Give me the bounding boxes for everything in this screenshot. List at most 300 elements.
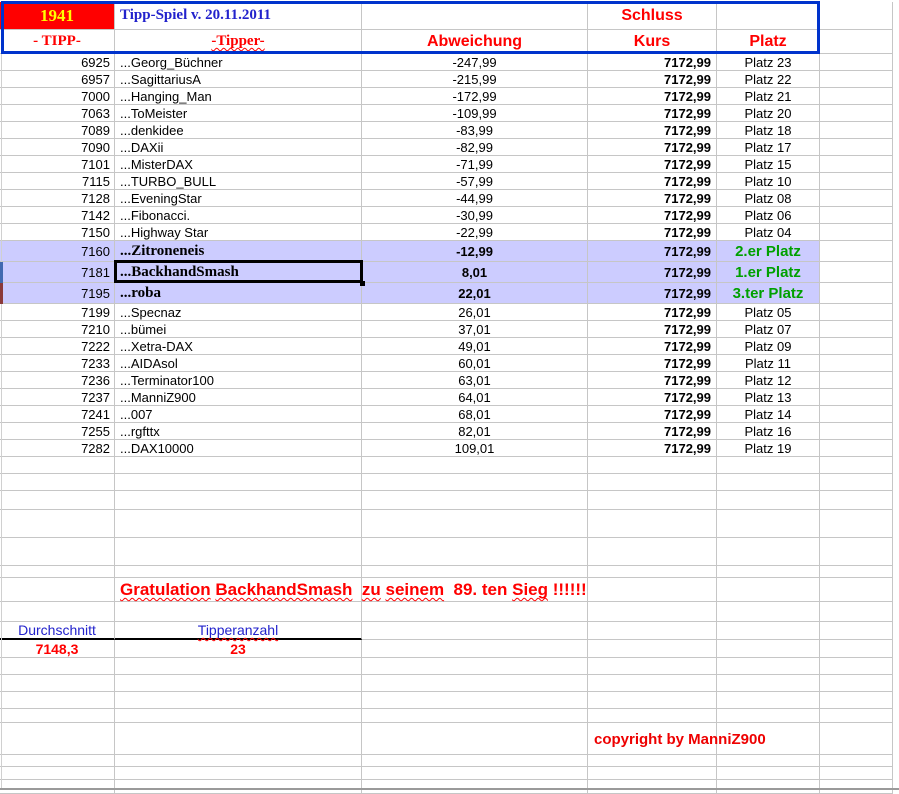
empty-cell[interactable] [820,156,893,173]
tipp-cell[interactable]: 7063 [0,105,115,122]
cell-selection-border [114,260,363,283]
empty-cell[interactable] [717,675,820,692]
empty-cell[interactable] [115,474,362,491]
platz-cell[interactable]: Platz 21 [717,88,820,105]
congrats-word [352,580,361,600]
kurs-cell[interactable]: 7172,99 [588,173,717,190]
empty-cell[interactable] [362,602,588,622]
empty-cell[interactable] [820,54,893,71]
abweichung-cell[interactable]: -22,99 [362,224,588,241]
platz-cell[interactable]: Platz 19 [717,440,820,457]
empty-cell[interactable] [115,723,362,755]
empty-cell[interactable] [0,709,115,723]
congrats-message[interactable] [120,578,587,602]
empty-cell[interactable] [820,578,893,602]
empty-cell[interactable] [820,321,893,338]
tipperanzahl-value-cell[interactable]: 23 [115,640,362,658]
tipp-cell[interactable]: 7142 [0,207,115,224]
empty-cell[interactable] [0,658,115,675]
empty-cell[interactable] [115,675,362,692]
platz-cell[interactable]: Platz 18 [717,122,820,139]
empty-cell[interactable] [820,723,893,755]
tipper-cell[interactable]: ...Specnaz [115,304,362,321]
tipp-cell[interactable]: 7089 [0,122,115,139]
table-row [0,122,893,139]
platz-cell[interactable]: Platz 20 [717,105,820,122]
empty-cell[interactable] [0,578,115,602]
empty-cell[interactable] [588,658,717,675]
abweichung-cell[interactable]: 60,01 [362,355,588,372]
column-header-abweichung[interactable]: Abweichung [362,30,588,54]
tipp-cell[interactable]: 7150 [0,224,115,241]
tipp-cell[interactable]: 7236 [0,372,115,389]
empty-cell[interactable] [588,578,717,602]
empty-cell[interactable] [0,474,115,491]
game-number: 1941 [40,5,74,25]
abweichung-cell[interactable]: 22,01 [362,283,588,304]
empty-cell[interactable] [115,780,362,794]
empty-cell[interactable] [820,71,893,88]
empty-cell[interactable] [362,491,588,510]
empty-cell[interactable] [588,780,717,794]
empty-cell[interactable] [0,510,115,538]
empty-cell[interactable] [717,692,820,709]
kurs-cell[interactable]: 7172,99 [588,321,717,338]
platz-cell[interactable]: Platz 04 [717,224,820,241]
tipp-cell[interactable]: 7210 [0,321,115,338]
empty-cell[interactable] [0,538,115,566]
empty-cell[interactable] [588,457,717,474]
empty-cell[interactable] [820,474,893,491]
empty-cell[interactable] [115,457,362,474]
empty-cell[interactable] [820,692,893,709]
empty-cell[interactable] [717,709,820,723]
abweichung-cell[interactable]: -109,99 [362,105,588,122]
empty-row [0,692,893,709]
kurs-cell[interactable]: 7172,99 [588,224,717,241]
empty-cell[interactable] [588,510,717,538]
empty-cell[interactable] [588,709,717,723]
empty-cell[interactable] [0,692,115,709]
table-row [0,423,893,440]
empty-cell[interactable] [717,767,820,780]
empty-cell[interactable] [0,491,115,510]
table-row [0,262,893,283]
empty-cell[interactable] [362,675,588,692]
abweichung-cell[interactable]: -215,99 [362,71,588,88]
empty-cell[interactable] [362,692,588,709]
tipp-cell[interactable]: 7222 [0,338,115,355]
header-row-2 [0,30,893,54]
empty-cell[interactable] [820,207,893,224]
empty-cell[interactable] [115,767,362,780]
abweichung-cell[interactable]: -82,99 [362,139,588,156]
empty-row [0,675,893,692]
empty-cell[interactable] [362,755,588,767]
kurs-cell[interactable]: 7172,99 [588,338,717,355]
kurs-cell[interactable]: 7172,99 [588,423,717,440]
kurs-cell[interactable]: 7172,99 [588,122,717,139]
congrats-word: Gratulation [120,580,211,599]
platz-cell[interactable]: Platz 22 [717,71,820,88]
game-number-cell[interactable] [0,2,115,30]
sheet-title-cell[interactable]: Tipp-Spiel v. 20.11.2011 [115,2,362,30]
tipp-cell[interactable]: 6925 [0,54,115,71]
empty-cell[interactable] [717,474,820,491]
empty-cell[interactable] [0,602,115,622]
tipper-cell[interactable]: ...Terminator100 [115,372,362,389]
tipp-cell[interactable]: 7160 [0,241,115,262]
abweichung-cell[interactable]: -12,99 [362,241,588,262]
empty-cell[interactable] [820,640,893,658]
abweichung-cell[interactable]: -71,99 [362,156,588,173]
tipper-cell[interactable]: ...DAXii [115,139,362,156]
empty-row [0,457,893,474]
empty-cell[interactable] [115,692,362,709]
empty-cell[interactable] [717,755,820,767]
abweichung-cell[interactable]: 26,01 [362,304,588,321]
empty-row [0,767,893,780]
table-row [0,71,893,88]
empty-cell[interactable] [0,755,115,767]
table-row [0,355,893,372]
table-row [0,440,893,457]
empty-cell[interactable] [820,510,893,538]
platz-cell[interactable]: Platz 10 [717,173,820,190]
tipperanzahl-label-cell[interactable] [115,622,362,640]
summary-labels-row [0,622,893,640]
tipper-cell[interactable]: ...Fibonacci. [115,207,362,224]
tipper-cell[interactable]: ...roba [115,283,362,304]
column-header-tipp[interactable]: - TIPP- [0,30,115,54]
tipper-cell[interactable]: ...Hanging_Man [115,88,362,105]
tipper-cell[interactable]: ...Highway Star [115,224,362,241]
tipp-cell[interactable]: 6957 [0,71,115,88]
empty-cell[interactable] [0,780,115,794]
empty-cell[interactable] [588,538,717,566]
header-row-1 [0,2,893,30]
empty-cell[interactable] [820,566,893,578]
congrats-word: Sieg [512,580,549,599]
results-table [0,54,899,457]
kurs-cell[interactable]: 7172,99 [588,156,717,173]
empty-cell[interactable] [0,566,115,578]
empty-cell[interactable] [820,30,893,54]
tipp-cell[interactable]: 7255 [0,423,115,440]
empty-cell[interactable] [717,622,820,640]
tipp-cell[interactable]: 7233 [0,355,115,372]
empty-cell[interactable] [820,88,893,105]
platz-cell[interactable]: Platz 07 [717,321,820,338]
tipp-cell[interactable]: 7241 [0,406,115,423]
congrats-word: 89. ten [444,580,513,599]
abweichung-cell[interactable]: -44,99 [362,190,588,207]
schluss-label-cell[interactable]: Schluss [588,2,717,30]
empty-cell[interactable] [362,538,588,566]
copyright-text: copyright by ManniZ900 [594,730,766,748]
table-row [0,88,893,105]
abweichung-cell[interactable]: 109,01 [362,440,588,457]
tipper-cell[interactable]: ...BackhandSmash [115,262,362,283]
empty-rows [0,457,899,578]
platz-cell[interactable]: Platz 09 [717,338,820,355]
empty-cell[interactable] [0,723,115,755]
empty-row [0,538,893,566]
abweichung-cell[interactable]: 8,01 [362,262,588,283]
platz-cell[interactable]: Platz 14 [717,406,820,423]
abweichung-cell[interactable]: 49,01 [362,338,588,355]
empty-cell[interactable] [820,190,893,207]
kurs-cell[interactable]: 7172,99 [588,304,717,321]
tipp-cell[interactable]: 7000 [0,88,115,105]
table-row [0,406,893,423]
empty-cell[interactable] [362,709,588,723]
congrats-word: seinem [385,580,445,599]
empty-cell[interactable] [820,139,893,156]
tipp-cell[interactable]: 7181 [0,262,115,283]
empty-cell[interactable] [588,767,717,780]
empty-cell[interactable] [588,474,717,491]
summary-values-row [0,640,893,658]
tipper-cell[interactable]: ...rgfttx [115,423,362,440]
kurs-cell[interactable]: 7172,99 [588,190,717,207]
empty-cell[interactable] [717,510,820,538]
empty-cell[interactable] [362,2,588,30]
row-edge-stripe [0,283,3,304]
empty-cell[interactable] [0,457,115,474]
empty-cell[interactable] [362,780,588,794]
table-row [0,283,893,304]
table-row [0,139,893,156]
abweichung-cell[interactable]: -30,99 [362,207,588,224]
platz-cell[interactable]: Platz 05 [717,304,820,321]
abweichung-cell[interactable]: 64,01 [362,389,588,406]
empty-cell[interactable] [820,372,893,389]
table-row [0,190,893,207]
empty-row [0,474,893,491]
empty-cell[interactable] [717,640,820,658]
empty-cell[interactable] [588,692,717,709]
empty-cell[interactable] [820,304,893,321]
tipper-cell[interactable]: ...EveningStar [115,190,362,207]
platz-cell[interactable]: 2.er Platz [717,241,820,262]
congrats-row [0,578,893,602]
empty-cell[interactable] [115,510,362,538]
platz-cell[interactable]: Platz 08 [717,190,820,207]
empty-cell[interactable] [820,755,893,767]
tipp-cell[interactable]: 7115 [0,173,115,190]
empty-cell[interactable] [820,709,893,723]
empty-cell[interactable] [820,241,893,262]
abweichung-cell[interactable]: 37,01 [362,321,588,338]
empty-cell[interactable] [717,578,820,602]
empty-cell[interactable] [820,423,893,440]
column-header-kurs[interactable]: Kurs [588,30,717,54]
empty-rows [0,658,899,723]
abweichung-cell[interactable]: 63,01 [362,372,588,389]
kurs-cell[interactable]: 7172,99 [588,241,717,262]
empty-cell[interactable] [820,105,893,122]
kurs-cell[interactable]: 7172,99 [588,207,717,224]
empty-cell[interactable] [115,538,362,566]
durchschnitt-label-cell[interactable]: Durchschnitt [0,622,115,640]
empty-cell[interactable] [717,457,820,474]
tipper-cell[interactable]: ...ToMeister [115,105,362,122]
empty-cell[interactable] [362,474,588,491]
tipper-cell[interactable]: ...MisterDAX [115,156,362,173]
platz-cell[interactable]: Platz 23 [717,54,820,71]
empty-cell[interactable] [820,491,893,510]
empty-cell[interactable] [588,755,717,767]
empty-cell[interactable] [362,640,588,658]
platz-cell[interactable]: Platz 12 [717,372,820,389]
empty-cell[interactable] [820,602,893,622]
platz-cell[interactable]: Platz 15 [717,156,820,173]
column-header-platz[interactable]: Platz [717,30,820,54]
empty-cell[interactable] [588,640,717,658]
empty-cell[interactable] [820,675,893,692]
table-row [0,54,893,71]
tipper-cell[interactable]: ...Zitroneneis [115,241,362,262]
abweichung-cell[interactable]: -172,99 [362,88,588,105]
tipp-cell[interactable]: 7199 [0,304,115,321]
tipper-cell[interactable]: ...007 [115,406,362,423]
empty-cell[interactable] [588,491,717,510]
platz-cell[interactable]: 3.ter Platz [717,283,820,304]
empty-cell[interactable] [717,491,820,510]
platz-cell[interactable]: Platz 11 [717,355,820,372]
empty-row [0,658,893,675]
table-row [0,389,893,406]
empty-cell[interactable] [362,723,588,755]
tipper-cell[interactable]: ...denkidee [115,122,362,139]
empty-cell[interactable] [362,566,588,578]
empty-cell[interactable] [717,780,820,794]
abweichung-cell[interactable]: 82,01 [362,423,588,440]
empty-cell[interactable] [820,406,893,423]
empty-cell[interactable] [115,755,362,767]
tipp-cell[interactable]: 7128 [0,190,115,207]
tipper-cell[interactable]: ...bümei [115,321,362,338]
kurs-cell[interactable]: 7172,99 [588,406,717,423]
kurs-cell[interactable]: 7172,99 [588,372,717,389]
table-row [0,156,893,173]
congrats-word: zu [361,580,381,599]
empty-cell[interactable] [588,622,717,640]
kurs-cell[interactable]: 7172,99 [588,283,717,304]
empty-cell[interactable] [362,658,588,675]
empty-cell[interactable] [362,622,588,640]
kurs-cell[interactable]: 7172,99 [588,88,717,105]
empty-cell[interactable] [717,658,820,675]
table-row [0,241,893,262]
kurs-cell[interactable]: 7172,99 [588,355,717,372]
empty-cell[interactable] [115,566,362,578]
empty-cell[interactable] [820,440,893,457]
empty-cell[interactable] [820,457,893,474]
empty-cell[interactable] [717,566,820,578]
tipper-cell[interactable]: ...ManniZ900 [115,389,362,406]
empty-row [0,755,893,767]
empty-cell[interactable] [820,389,893,406]
empty-cell[interactable] [820,173,893,190]
empty-cell[interactable] [820,355,893,372]
abweichung-cell[interactable]: -247,99 [362,54,588,71]
tipper-cell[interactable]: ...Xetra-DAX [115,338,362,355]
tipp-cell[interactable]: 7101 [0,156,115,173]
empty-cell[interactable] [0,767,115,780]
empty-cell[interactable] [588,566,717,578]
empty-cell[interactable] [588,675,717,692]
tipper-cell[interactable]: ...Georg_Büchner [115,54,362,71]
kurs-cell[interactable]: 7172,99 [588,139,717,156]
platz-cell[interactable]: Platz 17 [717,139,820,156]
empty-cell[interactable] [820,224,893,241]
empty-cell[interactable] [588,602,717,622]
kurs-cell[interactable]: 7172,99 [588,440,717,457]
abweichung-cell[interactable]: -57,99 [362,173,588,190]
table-row [0,173,893,190]
tipper-cell[interactable]: ...TURBO_BULL [115,173,362,190]
tipp-cell[interactable]: 7090 [0,139,115,156]
empty-cell[interactable] [820,122,893,139]
durchschnitt-value-cell[interactable]: 7148,3 [0,640,115,658]
tipper-cell[interactable]: ...SagittariusA [115,71,362,88]
empty-cell[interactable] [115,491,362,510]
empty-cell[interactable] [820,622,893,640]
empty-row [0,602,893,622]
empty-cell[interactable] [717,602,820,622]
kurs-cell[interactable]: 7172,99 [588,262,717,283]
tipp-cell[interactable]: 7237 [0,389,115,406]
empty-cell[interactable] [717,2,820,30]
empty-cell[interactable] [717,538,820,566]
empty-cell[interactable] [820,283,893,304]
empty-cell[interactable] [820,262,893,283]
empty-cell[interactable] [362,510,588,538]
empty-cell[interactable] [115,602,362,622]
tipper-cell[interactable]: ...DAX10000 [115,440,362,457]
empty-cell[interactable] [820,538,893,566]
tipp-cell[interactable]: 7195 [0,283,115,304]
empty-cell[interactable] [820,2,893,30]
abweichung-cell[interactable]: -83,99 [362,122,588,139]
empty-cell[interactable] [362,767,588,780]
empty-cell[interactable] [820,767,893,780]
empty-cell[interactable] [820,338,893,355]
platz-cell[interactable]: Platz 06 [717,207,820,224]
empty-cell[interactable] [820,780,893,794]
platz-cell[interactable]: Platz 13 [717,389,820,406]
tipp-cell[interactable]: 7282 [0,440,115,457]
kurs-cell[interactable]: 7172,99 [588,389,717,406]
platz-cell[interactable]: Platz 16 [717,423,820,440]
kurs-cell[interactable]: 7172,99 [588,105,717,122]
empty-cell[interactable] [820,658,893,675]
empty-row [0,510,893,538]
tipper-cell[interactable]: ...AIDAsol [115,355,362,372]
kurs-cell[interactable]: 7172,99 [588,71,717,88]
abweichung-cell[interactable]: 68,01 [362,406,588,423]
kurs-cell[interactable]: 7172,99 [588,54,717,71]
empty-cell[interactable] [0,675,115,692]
tipperanzahl-label-text: Tipperanzahl [197,622,279,638]
platz-cell[interactable]: 1.er Platz [717,262,820,283]
empty-cell[interactable] [362,457,588,474]
empty-cell[interactable] [115,709,362,723]
empty-cell[interactable] [115,658,362,675]
column-header-tipper[interactable] [115,30,362,54]
